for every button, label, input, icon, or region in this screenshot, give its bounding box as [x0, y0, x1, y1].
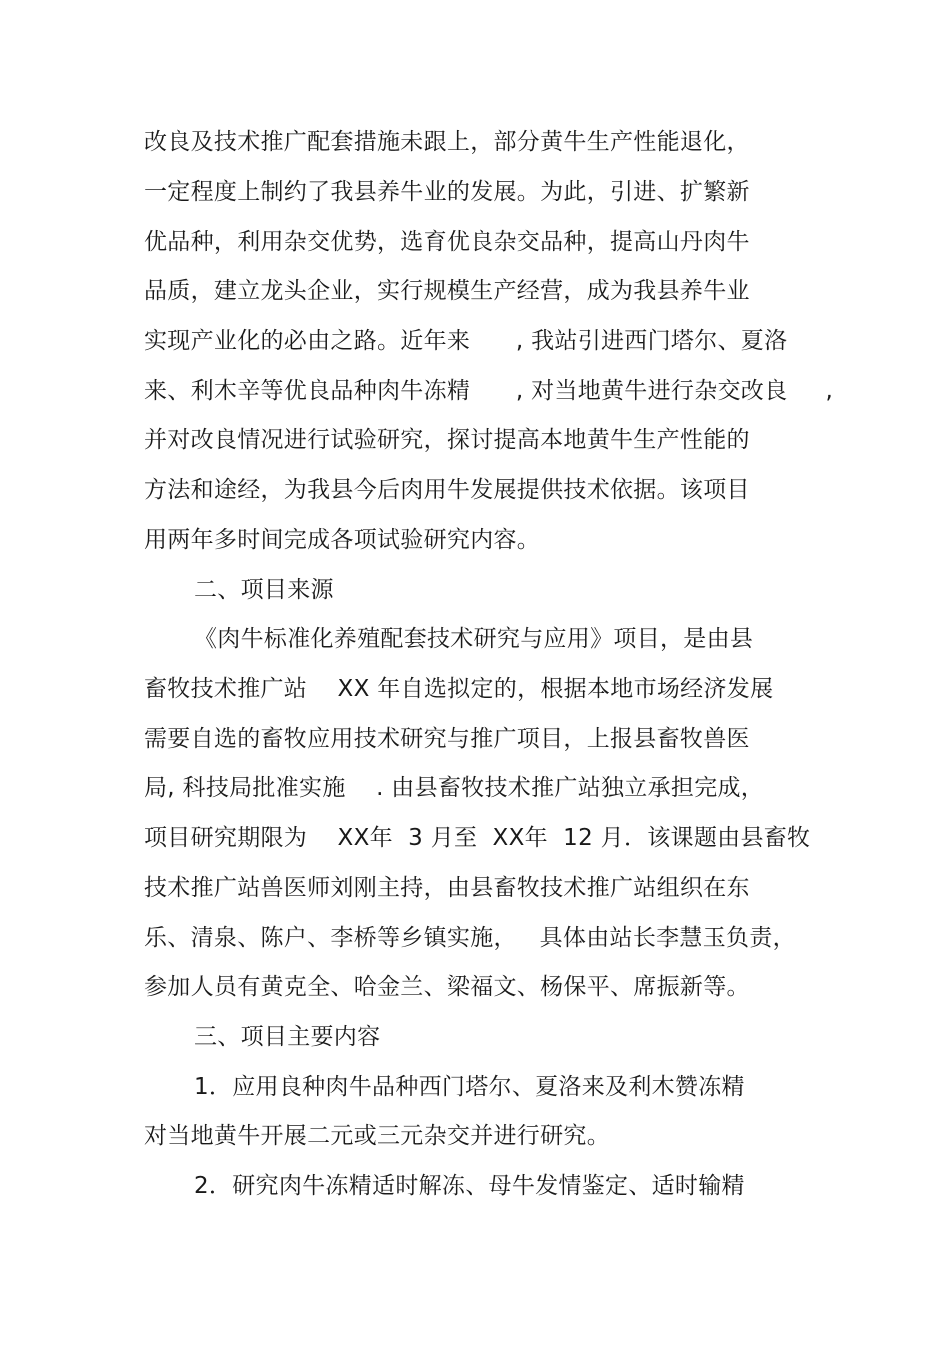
text-line: 技术推广站兽医师刘刚主持，由县畜牧技术推广站组织在东: [144, 875, 750, 901]
text-line: 对当地黄牛开展二元或三元杂交并进行研究。: [144, 1123, 610, 1149]
text-line: 优品种，利用杂交优势，选育优良杂交品种，提高山丹肉牛: [144, 229, 750, 255]
text-line: 项目研究期限为 XX年 3 月至 XX年 12 月．该课题由县畜牧: [144, 825, 811, 851]
text-line: 来、利木辛等优良品种肉牛冻精 , 对当地黄牛进行杂交改良 ,: [144, 378, 834, 404]
text-line: 需要自选的畜牧应用技术研究与推广项目，上报县畜牧兽医: [144, 726, 750, 752]
text-line: 实现产业化的必由之路。近年来 , 我站引进西门塔尔、夏洛: [144, 328, 788, 354]
text-line: 畜牧技术推广站 XX 年自选拟定的，根据本地市场经济发展: [144, 676, 774, 702]
text-line: 参加人员有黄克全、哈金兰、梁福文、杨保平、席振新等。: [144, 974, 750, 1000]
section-heading: 二、项目来源: [194, 577, 334, 603]
text-line: 并对改良情况进行试验研究，探讨提高本地黄牛生产性能的: [144, 427, 750, 453]
text-line: 局, 科技局批准实施 . 由县畜牧技术推广站独立承担完成，: [144, 775, 765, 801]
list-item: 1．应用良种肉牛品种西门塔尔、夏洛来及利木赞冻精: [194, 1074, 745, 1100]
text-line: 一定程度上制约了我县养牛业的发展。为此，引进、扩繁新: [144, 179, 750, 205]
text-line: 方法和途经，为我县今后肉用牛发展提供技术依据。该项目: [144, 477, 750, 503]
text-line: 品质，建立龙头企业，实行规模生产经营，成为我县养牛业: [144, 278, 750, 304]
section-heading: 三、项目主要内容: [194, 1024, 381, 1050]
text-line: 用两年多时间完成各项试验研究内容。: [144, 527, 541, 553]
list-item: 2．研究肉牛冻精适时解冻、母牛发情鉴定、适时输精: [194, 1173, 745, 1199]
text-line: 改良及技术推广配套措施未跟上，部分黄牛生产性能退化，: [144, 129, 750, 155]
text-line: 乐、清泉、陈户、李桥等乡镇实施， 具体由站长李慧玉负责，: [144, 925, 796, 951]
text-line: 《肉牛标准化养殖配套技术研究与应用》项目，是由县: [194, 626, 754, 652]
